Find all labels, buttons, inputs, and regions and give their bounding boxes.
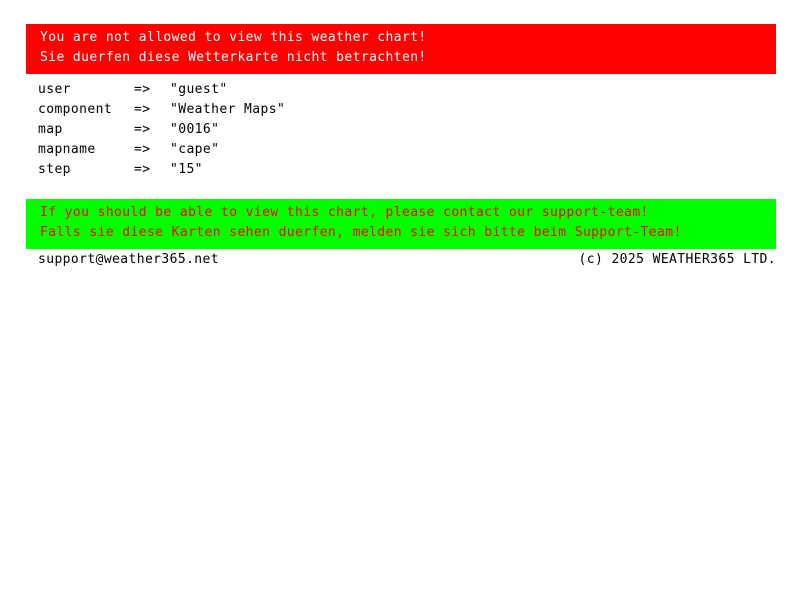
param-value: "cape" xyxy=(170,142,220,157)
param-value: "guest" xyxy=(170,82,228,97)
param-arrow: => xyxy=(134,162,151,177)
param-arrow: => xyxy=(134,142,151,157)
param-key: user xyxy=(38,82,71,97)
footer xyxy=(38,250,776,270)
table-row xyxy=(38,80,285,100)
table-row xyxy=(38,120,285,140)
param-value: "Weather Maps" xyxy=(170,102,286,117)
param-key: component xyxy=(38,102,113,117)
param-key: mapname xyxy=(38,142,96,157)
support-message-en: If you should be able to view this chart, please contact our support-team! xyxy=(40,205,649,220)
error-message-en: You are not allowed to view this weather chart! xyxy=(40,30,427,45)
copyright-text: (c) 2025 WEATHER365 LTD. xyxy=(578,252,776,267)
param-arrow: => xyxy=(134,102,151,117)
param-value: "15" xyxy=(170,162,203,177)
table-row xyxy=(38,100,285,120)
param-key: map xyxy=(38,122,63,137)
request-parameters-table xyxy=(38,80,285,180)
error-banner xyxy=(26,24,776,74)
param-arrow: => xyxy=(134,82,151,97)
table-row xyxy=(38,160,285,180)
support-banner xyxy=(26,199,776,249)
support-message-de: Falls sie diese Karten sehen duerfen, melden sie sich bitte beim Support-Team! xyxy=(40,225,682,240)
param-key: step xyxy=(38,162,71,177)
table-row xyxy=(38,140,285,160)
support-email-link[interactable]: support@weather365.net xyxy=(38,252,219,267)
param-arrow: => xyxy=(134,122,151,137)
param-value: "0016" xyxy=(170,122,220,137)
error-message-de: Sie duerfen diese Wetterkarte nicht betrachten! xyxy=(40,50,427,65)
